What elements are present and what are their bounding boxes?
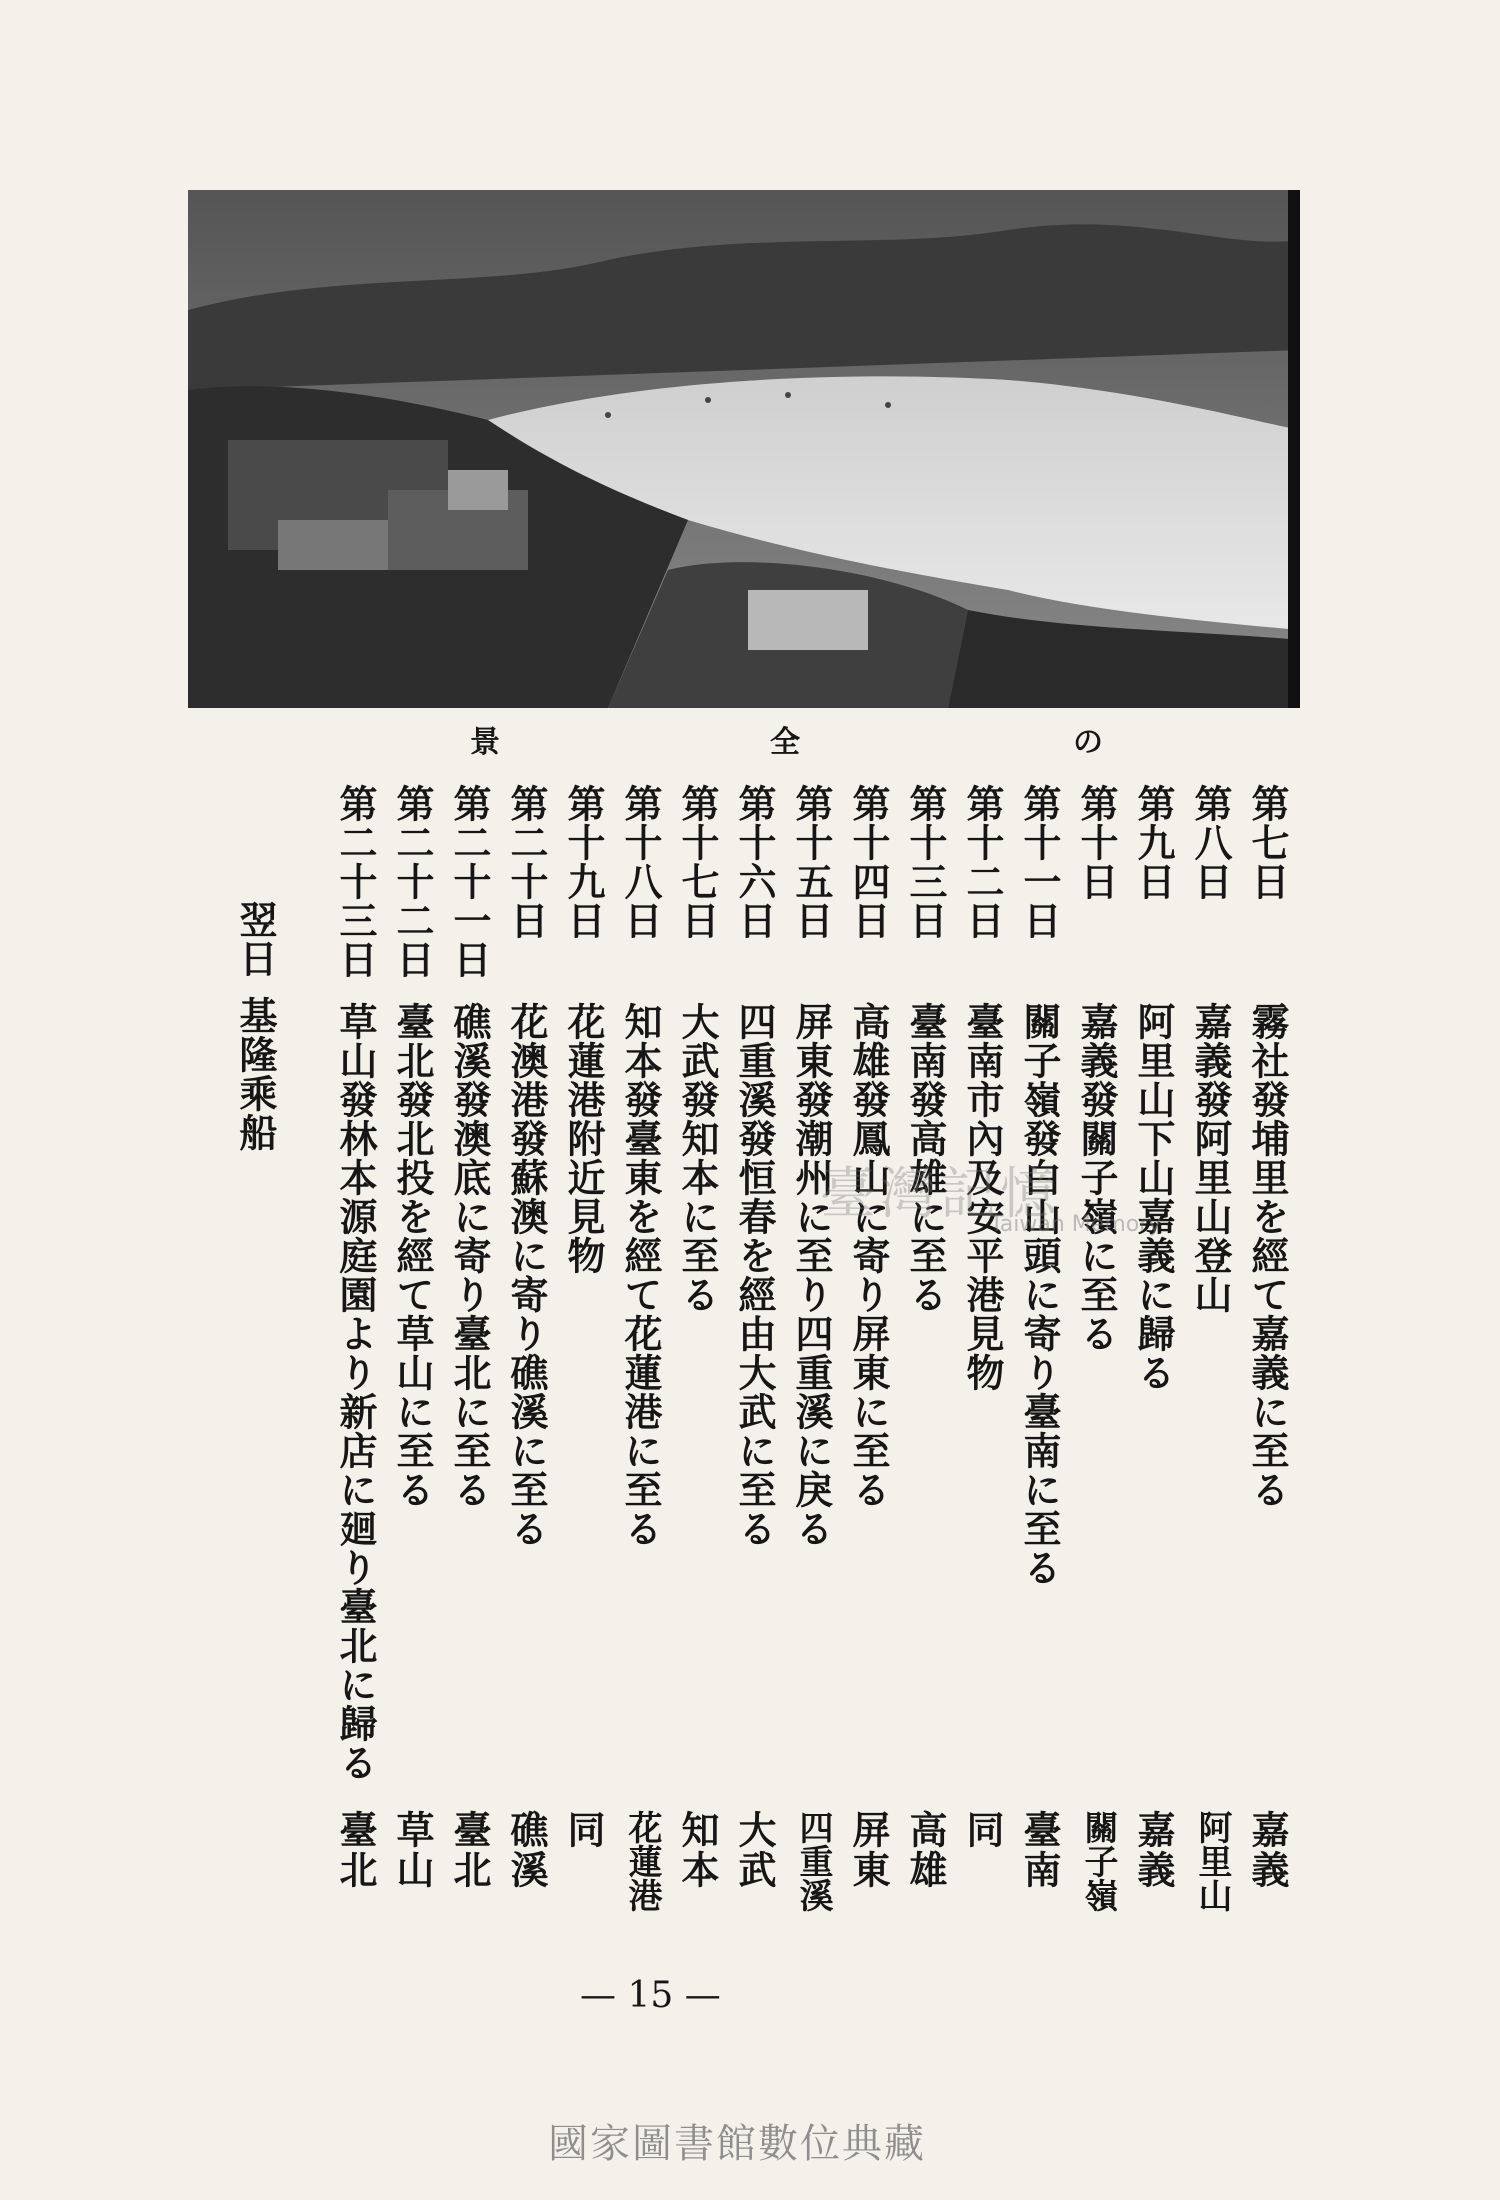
itinerary-entry [560,784,606,1275]
itinerary-day: 第十日 [1074,784,1119,901]
itinerary-day: 第九日 [1131,784,1176,901]
itinerary-day: 第十二日 [960,784,1005,940]
itinerary-destination: 大武 [732,1810,777,1890]
itinerary-entry [731,784,777,1548]
itinerary-destination: 嘉義 [1131,1810,1176,1890]
itinerary-text: 花蓮港附近見物 [561,1002,606,1275]
itinerary-text: 臺南發高雄に至る [903,1002,948,1314]
itinerary-text: 霧社發埔里を經て嘉義に至る [1245,1002,1290,1509]
itinerary-text: 嘉義發關子嶺に至る [1074,1002,1119,1353]
itinerary-entry [332,784,378,1782]
itinerary-entry [1073,784,1119,1353]
itinerary-entry [959,784,1005,1392]
itinerary-day: 第十九日 [561,784,606,940]
itinerary-entry [446,784,492,1509]
itinerary-entry [1187,784,1233,1314]
page-number: — 15 — [580,1975,721,2016]
itinerary-text: 臺南市內及安平港見物 [960,1002,1005,1392]
itinerary-day: 翌日 [233,900,278,978]
itinerary-text: 花澳港發蘇澳に寄り礁溪に至る [504,1002,549,1548]
itinerary-entry [674,784,720,1314]
itinerary-destination: 臺北 [447,1810,492,1890]
itinerary-day: 第十七日 [675,784,720,940]
itinerary-destination: 屏東 [846,1810,891,1890]
itinerary-destination: 礁溪 [504,1810,549,1890]
itinerary-day: 第十三日 [903,784,948,940]
itinerary-day: 第十六日 [732,784,777,940]
itinerary-day: 第二十一日 [447,784,492,979]
photo-caption-char: 景 [470,725,500,760]
itinerary-day: 第二十三日 [333,784,378,979]
itinerary-text: 礁溪發澳底に寄り臺北に至る [447,1002,492,1509]
itinerary-entry [617,784,663,1548]
itinerary-day: 第二十日 [504,784,549,940]
itinerary-text: 嘉義發阿里山登山 [1188,1002,1233,1314]
itinerary-text: 大武發知本に至る [675,1002,720,1314]
watermark-logo: 臺灣記憶 [820,1162,1060,1227]
photo-caption-char: 全 [770,725,800,760]
itinerary-entry [1130,784,1176,1392]
itinerary-destination: 臺南 [1017,1810,1062,1890]
itinerary-text: 阿里山下山嘉義に歸る [1131,1002,1176,1392]
itinerary-day: 第十五日 [789,784,834,940]
itinerary-destination: 同 [561,1810,606,1850]
itinerary-entry [503,784,549,1548]
itinerary-text: 四重溪發恒春を經由大武に至る [732,1002,777,1548]
itinerary-entry [389,784,435,1509]
itinerary-text: 關子嶺發白山頭に寄り臺南に至る [1017,1002,1062,1587]
itinerary-destination: 嘉義 [1245,1810,1290,1890]
itinerary-text: 臺北發北投を經て草山に至る [390,1002,435,1509]
itinerary-text: 高雄發鳳山に寄り屏東に至る [846,1002,891,1509]
itinerary-day: 第七日 [1245,784,1290,901]
itinerary-day: 第十八日 [618,784,663,940]
itinerary-day: 第二十二日 [390,784,435,979]
itinerary-entry [1244,784,1290,1509]
archive-footer: 國家圖書館數位典藏 [548,2121,926,2167]
itinerary-day: 第八日 [1188,784,1233,901]
itinerary-destination: 花蓮港 [622,1810,662,1912]
photo-caption-char: の [1073,725,1103,760]
itinerary-text: 草山發林本源庭園より新店に廻り臺北に歸る [333,1002,378,1782]
watermark-subtitle: Taiwan Memory [990,1212,1162,1237]
itinerary-day: 第十四日 [846,784,891,940]
itinerary-text: 知本發臺東を經て花蓮港に至る [618,1002,663,1548]
itinerary-text: 基隆乘船 [233,996,278,1152]
itinerary-destination: 阿里山 [1192,1810,1232,1912]
itinerary-destination: 草山 [390,1810,435,1890]
itinerary-entry [845,784,891,1509]
itinerary-destination: 臺北 [333,1810,378,1890]
itinerary-text: 屏東發潮州に至り四重溪に戾る [789,1002,834,1548]
itinerary-destination: 高雄 [903,1810,948,1890]
itinerary-destination: 四重溪 [793,1810,833,1912]
itinerary-entry [232,900,278,1152]
itinerary-destination: 同 [960,1810,1005,1850]
itinerary-destination: 知本 [675,1810,720,1890]
itinerary-destination: 關子嶺 [1078,1810,1118,1912]
itinerary-entry [902,784,948,1314]
itinerary-day: 第十一日 [1017,784,1062,940]
harbor-photo [188,190,1300,708]
